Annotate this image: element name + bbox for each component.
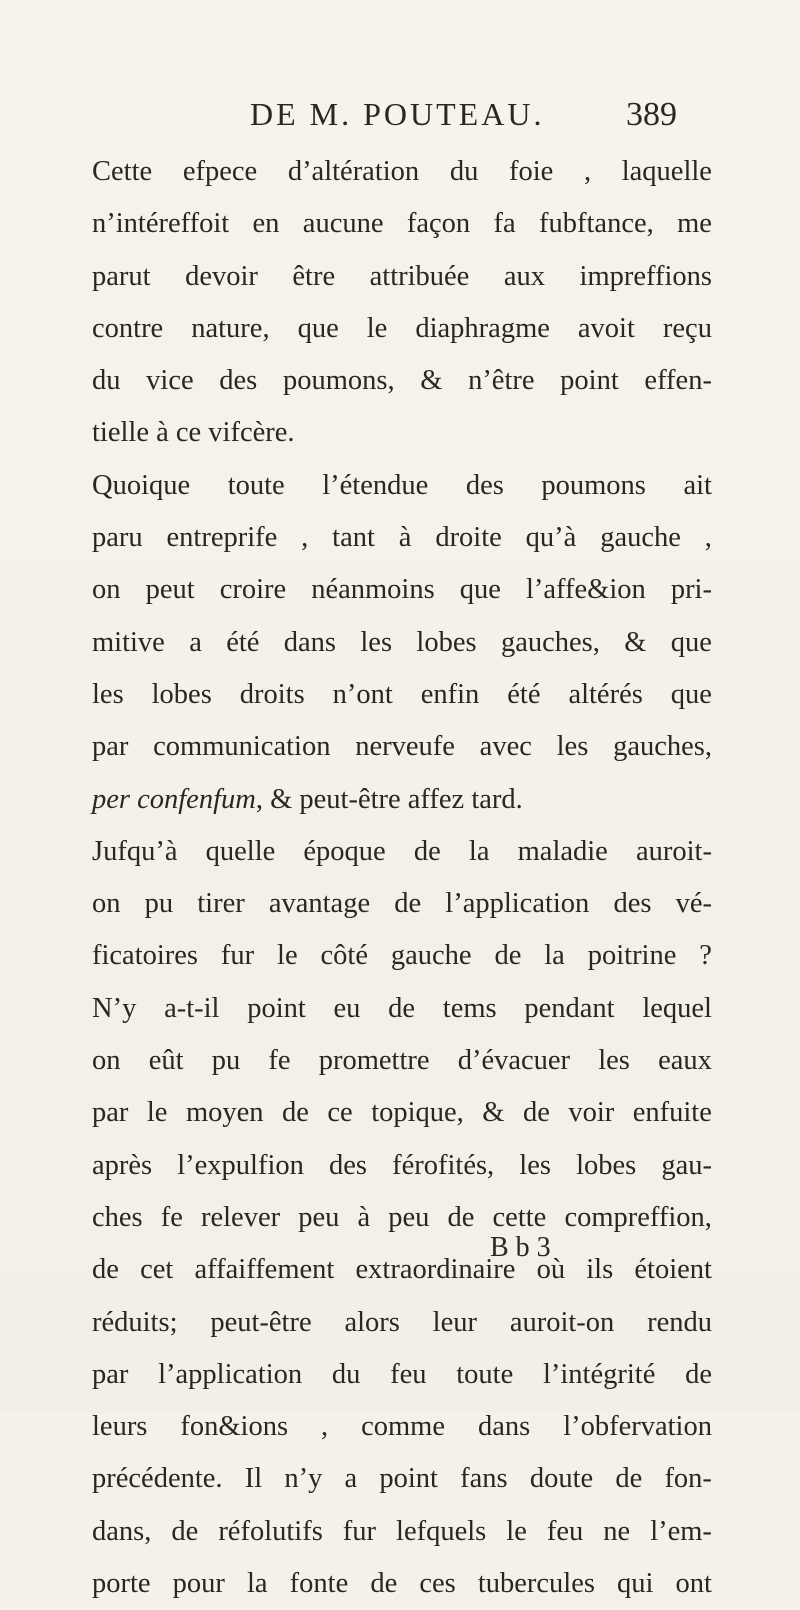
body-text [92,146,712,1610]
text-line: par l’application du feu toute l’intégrité de [92,1358,712,1390]
text-line: Quoique toute l’étendue des poumons ait [92,469,712,501]
text-line: de cet affaiffement extraordinaire où ils étoient [92,1254,712,1286]
text-line: précédente. Il n’y a point fans doute de fon- [92,1463,712,1495]
text-line: les lobes droits n’ont enfin été altérés que [92,678,712,710]
text-line: on eût pu fe promettre d’évacuer les eaux [92,1045,712,1077]
text-line: Cette efpece d’altération du foie , laquelle [92,156,712,187]
text-line: ches fe relever peu à peu de cette compreffion, [92,1201,712,1233]
text-line: tielle à ce vifcère. [92,417,295,449]
text-line: parut devoir être attribuée aux impreffions [92,260,712,292]
text-line: leurs fon&ions , comme dans l’obfervation [92,1411,712,1443]
text-line: du vice des poumons, & n’être point effen- [92,365,712,397]
text-line: ficatoires fur le côté gauche de la poitrine ? [92,940,712,972]
text-line: on peut croire néanmoins que l’affe&ion pri- [92,574,712,606]
text-line: mitive a été dans les lobes gauches, & que [92,626,712,658]
page-header [0,96,800,146]
text-line: par le moyen de ce topique, & de voir enfuite [92,1097,712,1129]
text-line: contre nature, que le diaphragme avoit reçu [92,312,712,344]
page-number: 389 [626,96,677,133]
text-line: dans, de réfolutifs fur lefquels le feu ne l’em- [92,1515,712,1547]
text-line: on pu tirer avantage de l’application des vé- [92,888,712,920]
text-line: N’y a-t-il point eu de tems pendant lequel [92,992,712,1024]
text-line: par communication nerveufe avec les gauches, [92,731,712,763]
text-line: Jufqu’à quelle époque de la maladie auroit- [92,835,712,867]
text-line: per confenfum , & peut-être affez tard. [92,783,523,815]
running-head: DE M. POUTEAU. [250,96,545,132]
text-line: porte pour la fonte de ces tubercules qui ont [92,1568,712,1600]
text-line: après l’expulfion des férofités, les lobes gau- [92,1149,712,1181]
signature-mark: B b 3 [490,1232,551,1263]
text-line: réduits; peut-être alors leur auroit-on rendu [92,1306,712,1338]
text-line: n’intéreffoit en aucune façon fa fubftance, me [92,208,712,240]
text-line: paru entreprife , tant à droite qu’à gauche , [92,522,712,554]
